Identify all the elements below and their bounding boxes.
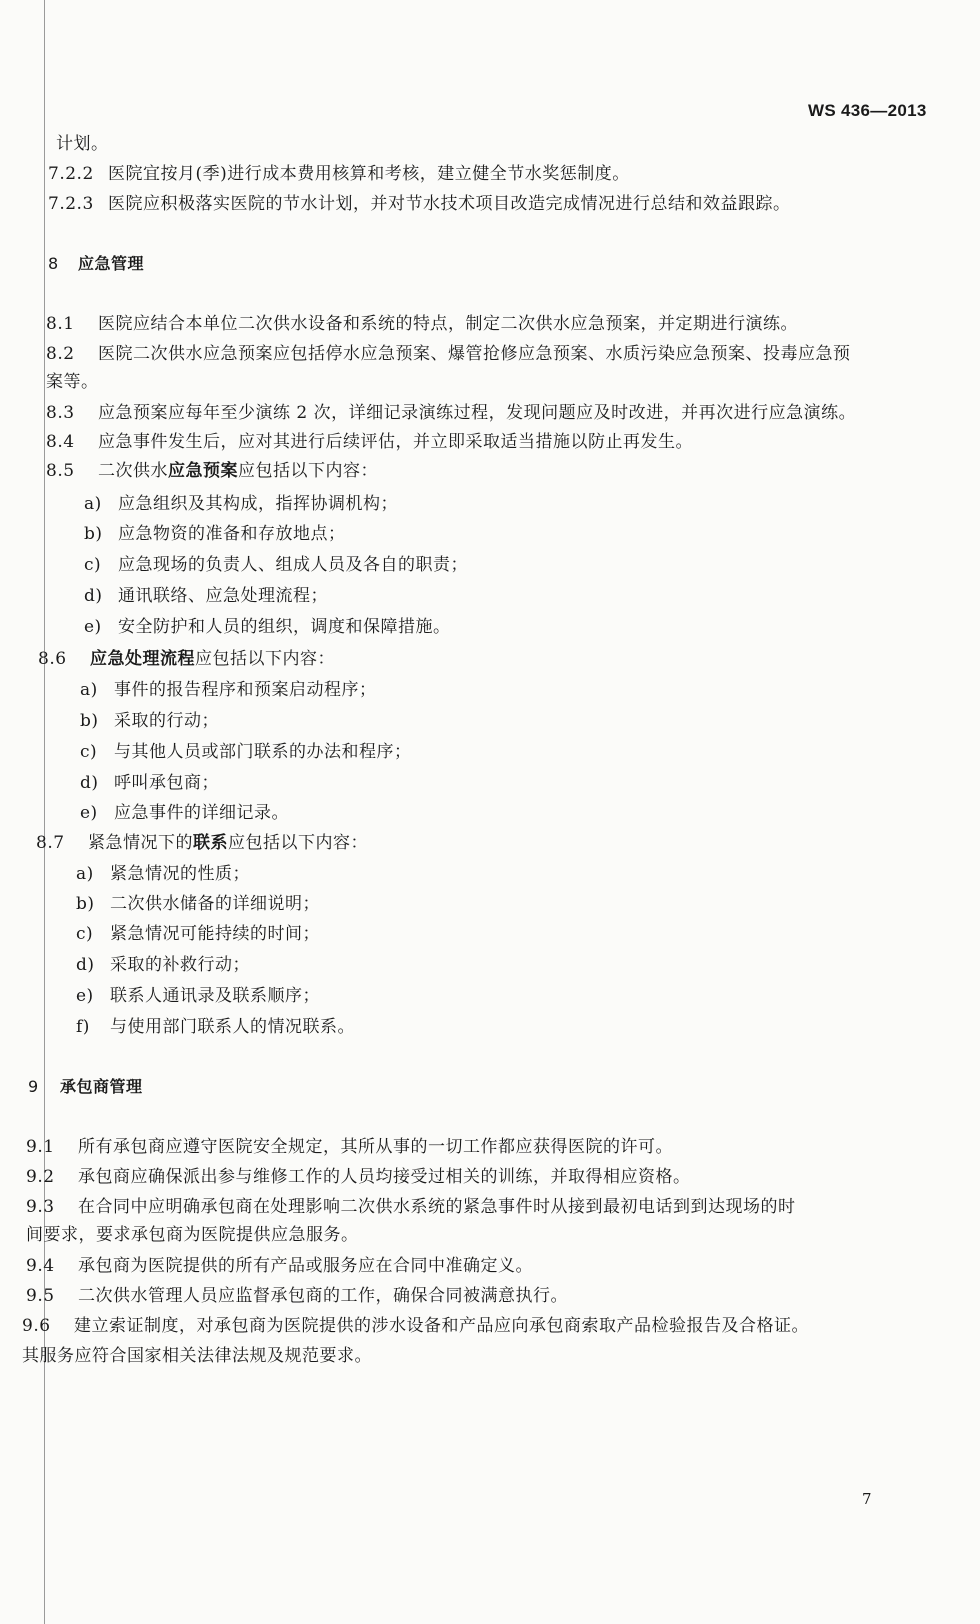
list-item	[80, 741, 412, 763]
list-item	[76, 954, 250, 976]
clause-9-5	[26, 1285, 568, 1307]
clause-text-post: 应包括以下内容：	[228, 833, 368, 853]
list-text: 与其他人员或部门联系的办法和程序；	[114, 742, 412, 762]
list-text: 紧急情况可能持续的时间；	[110, 924, 320, 944]
clause-number: 9.4	[26, 1256, 55, 1276]
list-text: 联系人通讯录及联系顺序；	[110, 986, 320, 1006]
clause-9-3	[26, 1196, 796, 1218]
list-item	[84, 554, 468, 576]
section-number: 9	[28, 1077, 39, 1096]
clause-8-5	[46, 460, 378, 482]
clause-text-pre: 紧急情况下的	[88, 833, 193, 853]
clause-text-emphasis: 应急预案	[168, 461, 238, 481]
clause-number: 8.6	[38, 649, 67, 669]
list-label: b)	[80, 711, 99, 731]
list-label: e)	[76, 986, 94, 1006]
list-label: e)	[80, 803, 98, 823]
clause-text: 医院应结合本单位二次供水设备和系统的特点，制定二次供水应急预案，并定期进行演练。	[98, 314, 798, 334]
list-item	[76, 893, 320, 915]
list-label: d)	[80, 773, 99, 793]
list-label: c)	[84, 555, 102, 575]
list-text: 与使用部门联系人的情况联系。	[110, 1017, 355, 1037]
clause-number: 8.7	[36, 833, 65, 853]
clause-8-6	[38, 648, 335, 670]
list-text: 紧急情况的性质；	[110, 864, 250, 884]
clause-8-2-continued: 案等。	[46, 372, 99, 392]
list-item	[80, 679, 377, 701]
clause-9-4	[26, 1255, 533, 1277]
clause-text: 医院二次供水应急预案应包括停水应急预案、爆管抢修应急预案、水质污染应急预案、投毒应急预	[98, 344, 851, 364]
clause-8-1	[46, 313, 798, 335]
clause-number: 9.6	[22, 1316, 51, 1336]
clause-text: 承包商为医院提供的所有产品或服务应在合同中准确定义。	[78, 1256, 533, 1276]
clause-9-1	[26, 1136, 673, 1158]
list-text: 二次供水储备的详细说明；	[110, 894, 320, 914]
list-text: 通讯联络、应急处理流程；	[118, 586, 328, 606]
list-item	[80, 802, 289, 824]
list-text: 应急事件的详细记录。	[114, 803, 289, 823]
clause-text: 二次供水管理人员应监督承包商的工作，确保合同被满意执行。	[78, 1286, 568, 1306]
list-text: 事件的报告程序和预案启动程序；	[114, 680, 377, 700]
clause-number: 8.5	[46, 461, 75, 481]
list-text: 安全防护和人员的组织，调度和保障措施。	[118, 617, 451, 637]
section-number: 8	[48, 254, 59, 273]
list-label: a)	[80, 680, 98, 700]
clause-text: 医院应积极落实医院的节水计划，并对节水技术项目改造完成情况进行总结和效益跟踪。	[108, 194, 791, 214]
list-label: d)	[76, 955, 95, 975]
clause-9-6-continued: 其服务应符合国家相关法律法规及规范要求。	[22, 1346, 372, 1366]
list-text: 应急现场的负责人、组成人员及各自的职责；	[118, 555, 468, 575]
list-item	[84, 493, 398, 515]
list-label: f)	[76, 1017, 90, 1037]
clause-text: 应急预案应每年至少演练 2 次，详细记录演练过程，发现问题应及时改进，并再次进行应急演练。	[98, 403, 857, 423]
list-label: a)	[84, 494, 102, 514]
list-text: 应急组织及其构成，指挥协调机构；	[118, 494, 398, 514]
clause-text: 在合同中应明确承包商在处理影响二次供水系统的紧急事件时从接到最初电话到到达现场的时	[78, 1197, 796, 1217]
clause-text-post: 应包括以下内容：	[238, 461, 378, 481]
list-item	[76, 923, 320, 945]
clause-8-4	[46, 431, 693, 453]
clause-text: 建立索证制度，对承包商为医院提供的涉水设备和产品应向承包商索取产品检验报告及合格证。	[74, 1316, 809, 1336]
clause-text-emphasis: 应急处理流程	[90, 649, 195, 669]
clause-7-2-3	[48, 193, 791, 215]
continued-text: 计划。	[56, 134, 109, 154]
section-9-heading	[28, 1076, 143, 1098]
list-label: d)	[84, 586, 103, 606]
clause-text-post: 应包括以下内容：	[195, 649, 335, 669]
clause-number: 9.5	[26, 1286, 55, 1306]
list-item	[84, 523, 346, 545]
list-label: e)	[84, 617, 102, 637]
list-item	[76, 863, 250, 885]
list-label: c)	[80, 742, 98, 762]
clause-number: 8.1	[46, 314, 75, 334]
list-item	[76, 1016, 355, 1038]
list-item	[80, 772, 219, 794]
clause-number: 9.3	[26, 1197, 55, 1217]
list-text: 采取的行动；	[114, 711, 219, 731]
clause-8-3	[46, 402, 856, 424]
clause-text-pre: 二次供水	[98, 461, 168, 481]
clause-text: 应急事件发生后，应对其进行后续评估，并立即采取适当措施以防止再发生。	[98, 432, 693, 452]
clause-text-emphasis: 联系	[193, 833, 228, 853]
list-text: 采取的补救行动；	[110, 955, 250, 975]
clause-number: 9.2	[26, 1167, 55, 1187]
list-label: c)	[76, 924, 94, 944]
clause-9-3-continued: 间要求，要求承包商为医院提供应急服务。	[26, 1225, 359, 1245]
clause-number: 7.2.3	[48, 194, 94, 214]
clause-text: 承包商应确保派出参与维修工作的人员均接受过相关的训练，并取得相应资格。	[78, 1167, 691, 1187]
standard-number: WS 436—2013	[808, 101, 927, 120]
clause-number: 7.2.2	[48, 164, 94, 184]
section-8-heading	[48, 253, 144, 275]
clause-9-6	[22, 1315, 809, 1337]
scan-margin-line	[44, 0, 45, 1624]
clause-9-2	[26, 1166, 691, 1188]
list-text: 呼叫承包商；	[114, 773, 219, 793]
list-item	[84, 616, 451, 638]
clause-7-2-2	[48, 163, 630, 185]
clause-8-2	[46, 343, 851, 365]
clause-number: 9.1	[26, 1137, 55, 1157]
clause-number: 8.3	[46, 403, 75, 423]
clause-number: 8.2	[46, 344, 75, 364]
list-label: b)	[84, 524, 103, 544]
list-item	[80, 710, 219, 732]
page-number: 7	[862, 1490, 873, 1508]
list-text: 应急物资的准备和存放地点；	[118, 524, 346, 544]
section-title: 承包商管理	[60, 1077, 143, 1096]
clause-8-7	[36, 832, 368, 854]
list-item	[84, 585, 328, 607]
clause-text: 医院宜按月(季)进行成本费用核算和考核，建立健全节水奖惩制度。	[108, 164, 630, 184]
clause-text: 所有承包商应遵守医院安全规定，其所从事的一切工作都应获得医院的许可。	[78, 1137, 673, 1157]
list-item	[76, 985, 320, 1007]
clause-number: 8.4	[46, 432, 75, 452]
section-title: 应急管理	[78, 254, 145, 273]
list-label: a)	[76, 864, 94, 884]
list-label: b)	[76, 894, 95, 914]
